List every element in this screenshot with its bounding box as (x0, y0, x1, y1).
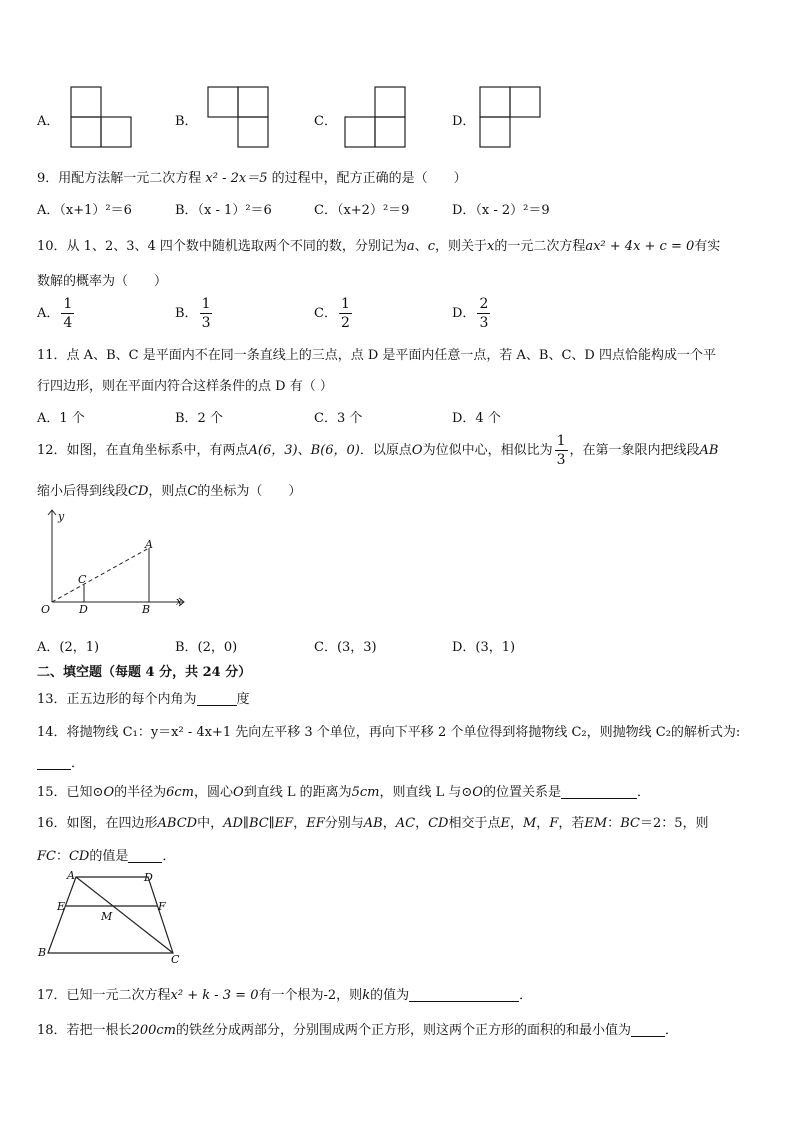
q16-m: M (522, 816, 537, 831)
q11-option-d: D．4 个 (452, 411, 501, 426)
q12-dashed-oa (52, 548, 149, 602)
q15-distance: 5cm (351, 785, 380, 800)
q16-text-j: 的值是 (89, 849, 129, 864)
q17-k: k (362, 988, 371, 1003)
q10-option-d-den: 3 (479, 315, 489, 331)
q12-line1-b: ．以原点 (359, 443, 412, 458)
q10-option-d-label: D． (452, 306, 476, 321)
q11-line2: 行四边形，则在平面内符合这样条件的点 D 有（ ） (37, 379, 333, 394)
q10-option-b-den: 3 (201, 315, 211, 331)
q15-radius: 6cm (166, 785, 195, 800)
q10-stem-part1: 10．从 1、2、3、4 四个数中随机选取两个不同的数，分别记为 (37, 239, 407, 254)
q16-figure (36, 868, 186, 966)
q15-text-a: 15．已知⊙ (37, 785, 104, 800)
q17-text-e: ． (519, 988, 533, 1003)
q16-label-d: D (144, 871, 153, 884)
q9-option-d: D．（x - 2）²＝9 (452, 203, 550, 218)
q12-point-c: C (187, 484, 198, 499)
q16-ab: AB (363, 816, 383, 831)
q17-text-b: 有一个根为 (258, 988, 324, 1003)
q16-f: F (549, 816, 559, 831)
q8-option-a-label: A． (37, 114, 60, 129)
q8-option-a-figure (70, 86, 134, 150)
q9-stem-prefix: 9．用配方法解一元二次方程 (37, 171, 202, 186)
q13-blank (197, 691, 237, 706)
q12-option-b: B．(2，0) (175, 640, 238, 655)
q16-label-m: M (101, 910, 113, 923)
q16-text-i: ： (55, 849, 69, 864)
q16-quad: ABCD (157, 816, 198, 831)
q10-stem-line1 (37, 235, 720, 254)
q16-cd2: CD (68, 849, 90, 864)
q12-label-y: y (58, 510, 65, 523)
q10-option-b-num: 1 (201, 296, 211, 312)
q14-line2-end: ． (71, 756, 85, 771)
q15-text-f: 的位置关系是 (482, 785, 561, 800)
q16-sep4: ， (536, 816, 550, 831)
q11-option-a: A．1 个 (37, 411, 85, 426)
q10-option-d (452, 297, 492, 330)
q10-var-x: x (486, 239, 495, 254)
q15 (37, 781, 650, 800)
q10-option-a-fraction (61, 297, 74, 330)
q16-text-a: 16．如图，在四边形 (37, 816, 158, 831)
q10-option-c (314, 297, 354, 330)
q16-em: EM (584, 816, 608, 831)
q10-option-d-num: 2 (479, 296, 489, 312)
q12-line2 (37, 480, 301, 499)
q13-text-b: 度 (236, 692, 250, 707)
q15-blank (561, 784, 637, 799)
q10-sep: 、 (414, 239, 428, 254)
q18-blank (631, 1022, 665, 1037)
q12-ratio (555, 434, 568, 467)
q12-ratio-den: 3 (556, 452, 566, 468)
q10-var-c: c (427, 239, 435, 254)
q15-text-d: 到直线 L 的距离为 (243, 785, 352, 800)
q16-parallel: AD∥BC∥EF (223, 816, 294, 831)
q16-bc: BC (620, 816, 640, 831)
q12-label-d: D (79, 603, 88, 616)
q12-label-c: C (78, 573, 87, 586)
q10-stem-line2: 数解的概率为（ ） (37, 274, 168, 289)
q10-stem-part4: 有实 (694, 239, 721, 254)
q18-text-b: 的铁丝分成两部分，分别围成两个正方形，则这两个正方形的面积的和最小值为 (175, 1023, 631, 1038)
q16-label-c: C (171, 953, 180, 966)
q9-option-c: C．（x+2）²＝9 (314, 203, 410, 218)
q10-option-b-label: B． (175, 306, 198, 321)
q12-line2-c: 的坐标为（ ） (197, 484, 302, 499)
q8-option-b-figure (207, 86, 271, 150)
q16-label-a: A (67, 869, 75, 882)
q16-sep1: ， (382, 816, 396, 831)
q12-line2-b: ，则点 (148, 484, 188, 499)
q15-text-b: 的半径为 (114, 785, 167, 800)
q18 (37, 1019, 678, 1038)
q10-option-a-num: 1 (63, 296, 73, 312)
q18-text-a: 18．若把一根长 (37, 1023, 132, 1038)
q15-text-c: ，圆心 (194, 785, 234, 800)
q9-equation: x² - 2x＝5 (205, 171, 268, 186)
q8-option-b-label: B． (175, 114, 198, 129)
q8-option-c-figure (344, 86, 408, 150)
q15-o3: O (472, 785, 483, 800)
q17-equation: x² + k - 3 = 0 (170, 988, 259, 1003)
q13 (37, 688, 250, 707)
q16-diagonal-ac (76, 877, 173, 953)
q10-option-b-fraction (200, 297, 213, 330)
q12-figure (38, 505, 188, 617)
q17-blank (409, 987, 519, 1002)
q12-option-d: D．(3，1) (452, 640, 516, 655)
q9-stem (37, 167, 467, 186)
q16-text-k: ． (162, 849, 176, 864)
q17-text-a: 17．已知一元二次方程 (37, 988, 171, 1003)
q17-text-d: 的值为 (370, 988, 410, 1003)
q16-text-e: 相交于点 (448, 816, 501, 831)
q12-line2-a: 缩小后得到线段 (37, 484, 129, 499)
q16-line2 (37, 845, 175, 864)
q16-label-f: F (158, 900, 166, 913)
q10-option-a-label: A． (37, 306, 60, 321)
q13-text-a: 13．正五边形的每个内角为 (37, 692, 197, 707)
q15-o2: O (233, 785, 244, 800)
q10-option-c-label: C． (314, 306, 337, 321)
q12-sep: 、 (297, 443, 311, 458)
q16-text-h: ＝2：5，则 (639, 816, 709, 831)
q11-option-c: C．3 个 (314, 411, 363, 426)
section2-heading: 二、填空题（每题 4 分，共 24 分） (37, 665, 252, 680)
q12-origin: O (411, 443, 423, 458)
q14-line1: 14．将抛物线 C₁：y＝x² - 4x+1 先向左平移 3 个单位，再向下平移 2 个单位得到将抛物线 C₂，则抛物线 C₂的解析式为: (37, 725, 741, 740)
q18-text-c: ． (664, 1023, 678, 1038)
q10-option-d-fraction (477, 297, 490, 330)
q16-e: E (500, 816, 510, 831)
q16-label-b: B (38, 946, 47, 959)
q18-length: 200cm (131, 1023, 176, 1038)
q12-ratio-num: 1 (556, 433, 566, 449)
q12-label-b: B (142, 603, 151, 616)
q12-line1-c: 为位似中心，相似比为 (422, 443, 553, 458)
q10-stem-part2: ，则关于 (434, 239, 487, 254)
q15-text-e: ，则直线 L 与⊙ (379, 785, 473, 800)
q10-option-c-fraction (339, 297, 352, 330)
q17 (37, 984, 532, 1003)
q17-root: -2 (323, 988, 337, 1003)
q12-point-b: B(6，0) (310, 443, 360, 458)
q8-option-c-label: C． (314, 114, 337, 129)
q16-text-b: 中， (197, 816, 224, 831)
q16-text-g: ： (607, 816, 621, 831)
q17-text-c: ，则 (336, 988, 363, 1003)
q16-ac: AC (395, 816, 416, 831)
q12-option-a: A．(2，1) (37, 640, 100, 655)
q16-text-d: 分别与 (324, 816, 364, 831)
q15-o1: O (103, 785, 115, 800)
q8-option-d-figure (479, 86, 543, 150)
q16-blank (128, 848, 162, 863)
q12-label-x: x (176, 595, 183, 608)
q12-point-a: A(6，3) (248, 443, 298, 458)
q12-seg-ab: AB (699, 443, 719, 458)
q16-line1 (37, 812, 708, 831)
q10-equation: ax² + 4x + c = 0 (585, 239, 695, 254)
q10-option-c-num: 1 (340, 296, 350, 312)
q14-line2 (37, 752, 84, 771)
q10-option-a-den: 4 (63, 315, 73, 331)
q16-text-f: ，若 (558, 816, 585, 831)
q10-var-a: a (406, 239, 415, 254)
q16-label-e: E (57, 900, 66, 913)
q12-label-a: A (145, 538, 153, 551)
q16-fc: FC (37, 849, 56, 864)
q14-blank (37, 755, 71, 770)
q10-stem-part3: 的一元二次方程 (494, 239, 586, 254)
q16-sep3: ， (509, 816, 523, 831)
q12-line1-d: ，在第一象限内把线段 (569, 443, 700, 458)
q12-line1 (37, 434, 718, 467)
q12-line1-a: 12．如图，在直角坐标系中，有两点 (37, 443, 249, 458)
q9-option-b: B．（x - 1）²＝6 (175, 203, 272, 218)
q16-text-c: ， (293, 816, 307, 831)
q11-option-b: B．2 个 (175, 411, 223, 426)
q16-ef: EF (306, 816, 325, 831)
q10-option-c-den: 2 (340, 315, 350, 331)
q10-option-a (37, 297, 76, 330)
q12-label-o: O (41, 603, 51, 616)
q9-stem-suffix: 的过程中，配方正确的是（ ） (271, 171, 467, 186)
q12-seg-cd: CD (128, 484, 149, 499)
q11-line1: 11．点 A、B、C 是平面内不在同一条直线上的三点，点 D 是平面内任意一点，若 A、B、C、D 四点恰能构成一个平 (37, 348, 716, 363)
q16-cd: CD (428, 816, 449, 831)
q10-option-b (175, 297, 214, 330)
q8-option-d-label: D． (452, 114, 476, 129)
q15-text-g: ． (636, 785, 650, 800)
q16-sep2: ， (415, 816, 429, 831)
q12-option-c: C．(3，3) (314, 640, 377, 655)
q9-option-a: A．（x+1）²＝6 (37, 203, 132, 218)
